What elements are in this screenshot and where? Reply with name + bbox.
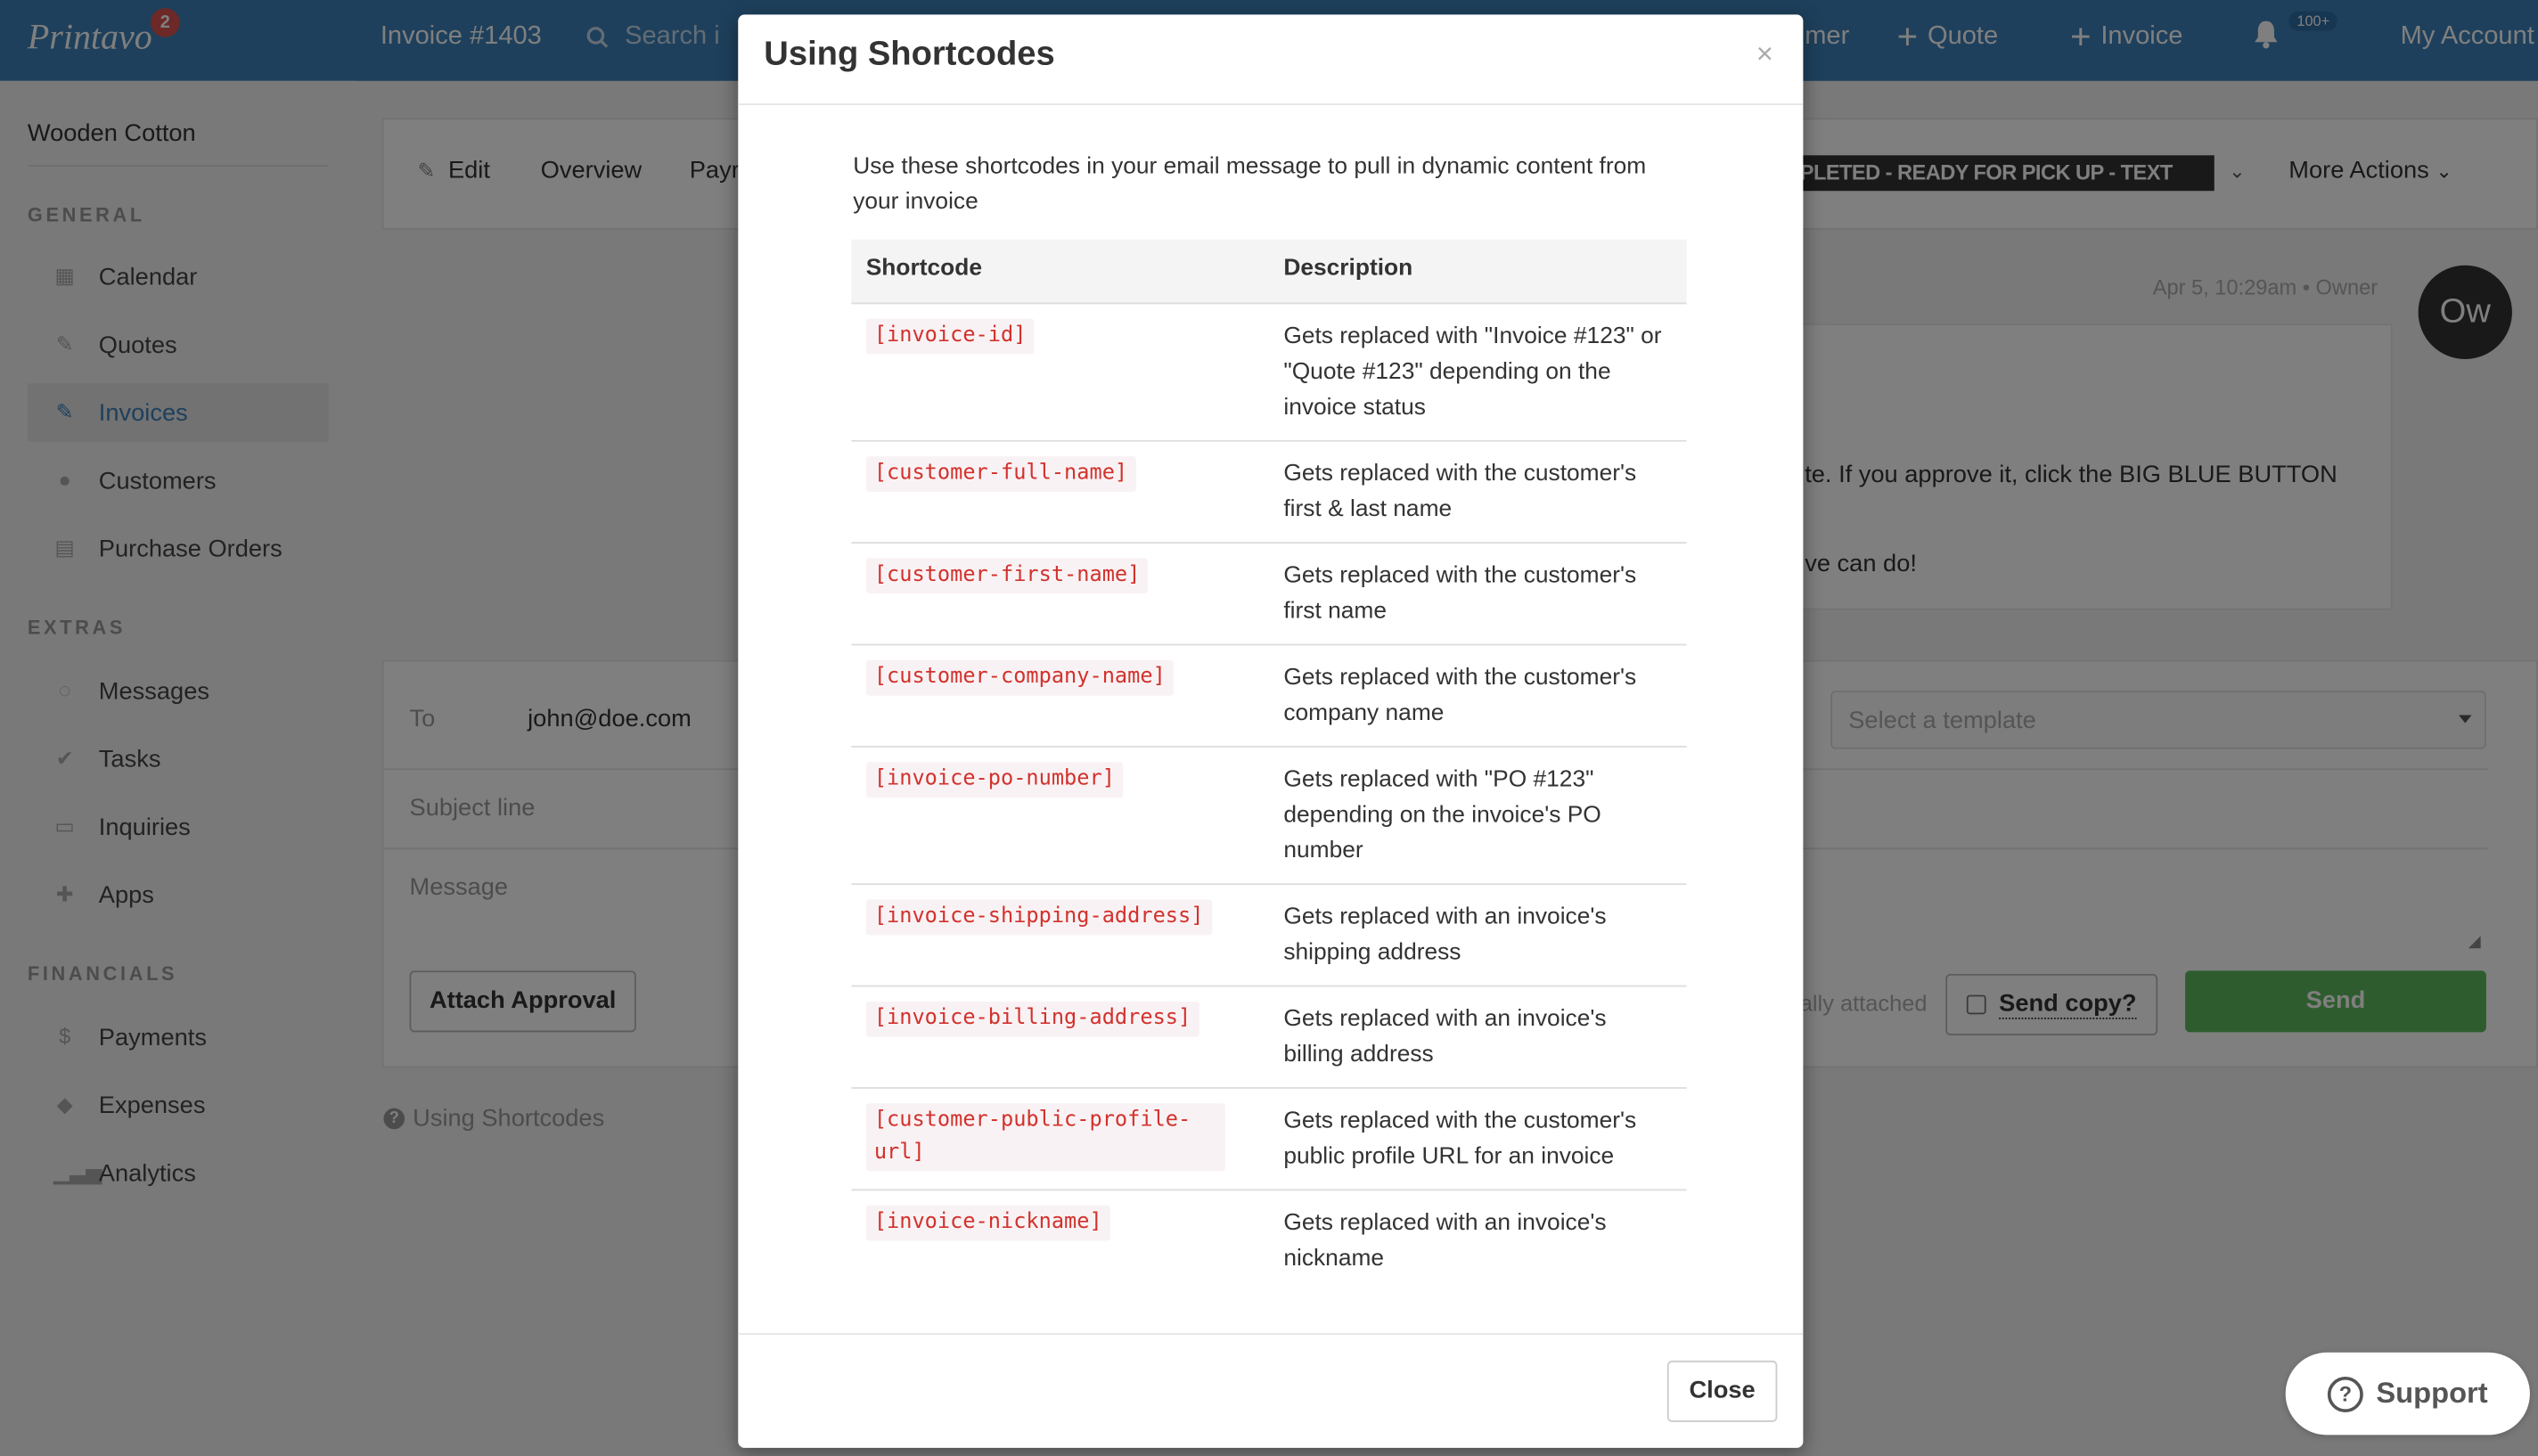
shortcode-description: Gets replaced with an invoice's shipping address xyxy=(1283,904,1607,966)
column-header-shortcode: Shortcode xyxy=(865,255,982,282)
shortcode-value: [invoice-id] xyxy=(866,319,1035,355)
shortcode-description: Gets replaced with "Invoice #123" or "Quote #123" depending on the invoice status xyxy=(1283,323,1662,421)
close-button[interactable]: Close xyxy=(1667,1361,1778,1422)
modal-intro-text: Use these shortcodes in your email message to pull in dynamic content from your invoice xyxy=(853,153,1647,216)
table-row xyxy=(851,885,1686,986)
table-row xyxy=(851,544,1686,645)
shortcode-description: Gets replaced with an invoice's nickname xyxy=(1283,1210,1607,1272)
shortcode-description: Gets replaced with the customer's public profile URL for an invoice xyxy=(1283,1108,1637,1170)
shortcode-description: Gets replaced with the customer's first name xyxy=(1283,562,1637,625)
shortcodes-modal xyxy=(738,14,1803,1448)
shortcode-description: Gets replaced with "PO #123" depending on the invoice's PO number xyxy=(1283,766,1601,864)
shortcode-value: [customer-full-name] xyxy=(866,456,1136,492)
table-row xyxy=(851,645,1686,747)
modal-header-divider xyxy=(738,103,1803,105)
help-icon: ? xyxy=(2328,1376,2363,1411)
table-row xyxy=(851,986,1686,1088)
shortcodes-table xyxy=(851,240,1686,1293)
modal-title: Using Shortcodes xyxy=(764,35,1055,73)
table-row xyxy=(851,304,1686,441)
table-row xyxy=(851,1190,1686,1292)
shortcode-value: [invoice-po-number] xyxy=(866,762,1123,798)
support-button[interactable] xyxy=(2286,1353,2530,1436)
shortcode-value: [customer-public-profile-url] xyxy=(866,1103,1225,1171)
close-icon[interactable]: × xyxy=(1756,37,1773,70)
table-row xyxy=(851,748,1686,885)
column-header-description: Description xyxy=(1283,255,1413,282)
table-row xyxy=(851,1089,1686,1190)
shortcode-value: [customer-company-name] xyxy=(866,660,1174,696)
support-label: Support xyxy=(2376,1377,2488,1410)
shortcode-value: [customer-first-name] xyxy=(866,558,1149,593)
shortcode-value: [invoice-nickname] xyxy=(866,1206,1110,1241)
shortcode-value: [invoice-billing-address] xyxy=(866,1002,1199,1037)
table-row xyxy=(851,442,1686,544)
shortcode-description: Gets replaced with the customer's company name xyxy=(1283,665,1637,727)
table-header xyxy=(851,240,1686,305)
shortcode-description: Gets replaced with an invoice's billing address xyxy=(1283,1006,1607,1068)
shortcode-description: Gets replaced with the customer's first & last name xyxy=(1283,461,1637,523)
modal-footer-divider xyxy=(738,1333,1803,1335)
shortcode-value: [invoice-shipping-address] xyxy=(866,899,1212,935)
